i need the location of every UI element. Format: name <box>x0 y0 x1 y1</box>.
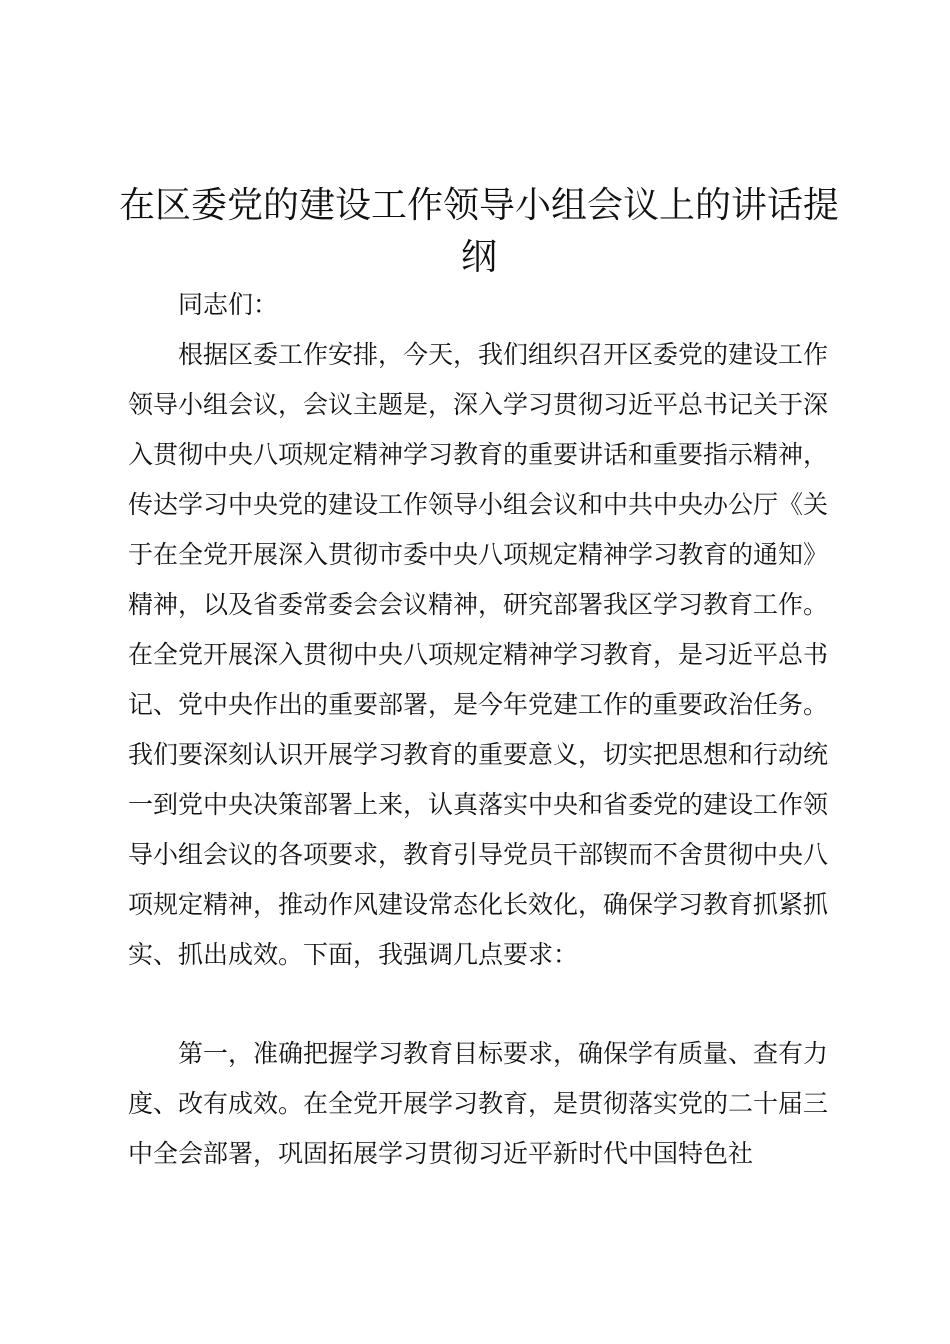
paragraph-text: 根据区委工作安排，今天，我们组织召开区委党的建设工作领导小组会议，会议主题是，深入学习贯彻习近平总书记关于深入贯彻中央八项规定精神学习教育的重要讲话和重要指示精神，传达学习中央党的建设工作领导小组会议和中共中央办公厅《关于在全党开展深入贯彻市委中央八项规定精神学习教育的通知》精神，以及省委常委会会议精神，研究部署我区学习教育工作。在全党开展深入贯彻中央八项规定精神学习教育，是习近平总书记、党中央作出的重要部署，是今年党建工作的重要政治任务。我们要深刻认识开展学习教育的重要意义，切实把思想和行动统一到党中央决策部署上来，认真落实中央和省委党的建设工作领导小组会议的各项要求，教育引导党员干部锲而不舍贯彻中央八项规定精神，推动作风建设常态化长效化，确保学习教育抓紧抓实、抓出成效。下面，我强调几点要求： <box>128 340 829 969</box>
paragraph-2 <box>128 1029 840 1179</box>
document-title: 在区委党的建设工作领导小组会议上的讲话提纲 <box>118 185 839 278</box>
greeting <box>128 280 840 330</box>
paragraph-1 <box>128 330 840 980</box>
greeting-text: 同志们： <box>178 290 279 319</box>
paragraph-text: 第一，准确把握学习教育目标要求，确保学有质量、查有力度、改有成效。在全党开展学习教育，是贯彻落实党的二十届三中全会部署，巩固拓展学习贯彻习近平新时代中国特色社 <box>128 1039 829 1168</box>
